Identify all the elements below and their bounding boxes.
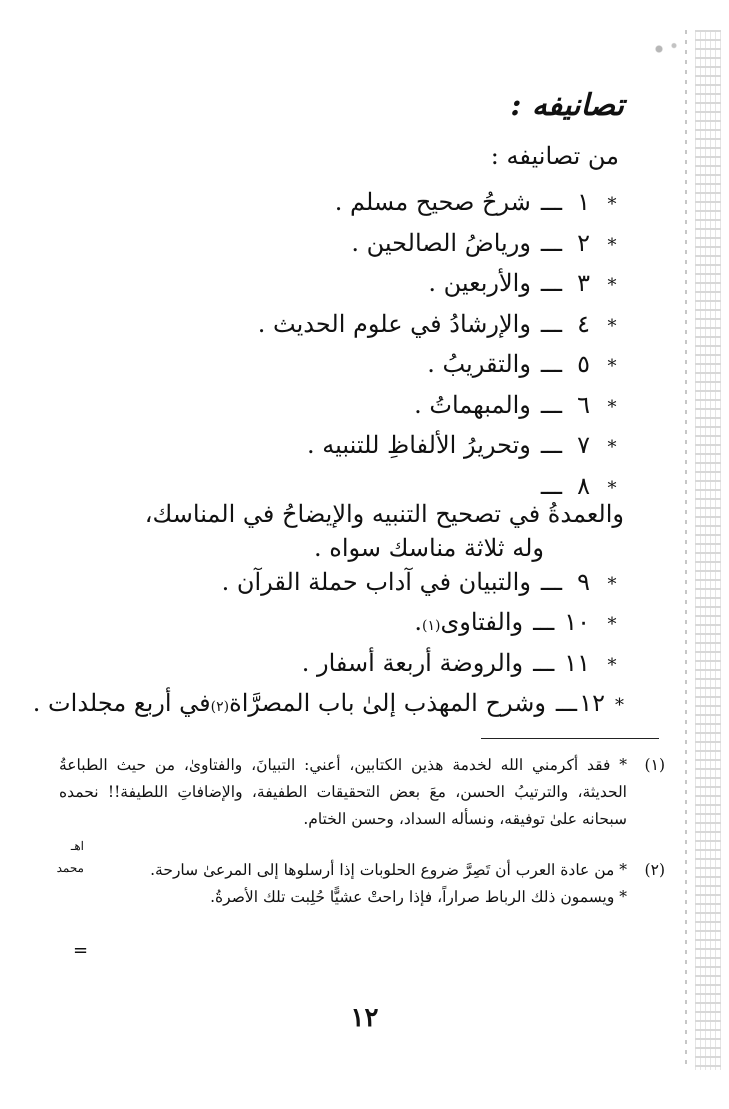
footnote-mark: (٢) [644, 861, 665, 879]
item-number: ٢ [577, 228, 590, 257]
corner-ornament-icon [639, 32, 689, 66]
item-tail: . [414, 608, 423, 636]
bullet-star: * [607, 315, 617, 337]
list-item: * ٣ ـــ والأربعين . [64, 269, 624, 310]
bullet-star: * [607, 437, 617, 458]
item-text: والمبهماتُ . [414, 390, 531, 419]
item-text: والفتاوى [440, 608, 524, 636]
footnote-ref[interactable]: (٢) [210, 699, 230, 715]
list-item: * ٢ ـــ ورياضُ الصالحين . [64, 229, 624, 270]
footnote [59, 884, 659, 911]
item-text: والروضة أربعة أسفار . [301, 648, 524, 677]
item-continuation: وله ثلاثة مناسك سواه . [314, 533, 544, 562]
footnote-signoff: اهـ محمد [56, 839, 84, 875]
item-text: شرحُ صحيح مسلم . [334, 188, 531, 216]
item-number: ٦ [577, 390, 590, 419]
footnotes [56, 752, 665, 911]
list-item: * ١٠ ـــ والفتاوى (١) . [64, 608, 624, 649]
bullet-star: * [607, 275, 617, 296]
page-number: ١٢ [350, 1003, 379, 1033]
item-number: ١٢ [579, 689, 605, 717]
footnote-text: * ويسمون ذلك الرباط صراراً، فإذا راحتْ عشيًّا حُلِبت تلك الأصرةُ. [210, 888, 627, 906]
footnote-ref[interactable]: (١) [422, 618, 441, 634]
item-number: ٤ [577, 309, 590, 338]
bullet-star: * [615, 695, 624, 716]
footnote-text: * من عادة العرب أن تَصِرَّ ضروع الحلوبات إذا أرسلوها إلى المرعىٰ سارحة. [150, 861, 627, 879]
item-number: ١٠ [564, 608, 590, 636]
bullet-star: * [607, 477, 617, 499]
item-text: والأربعين . [428, 269, 531, 297]
item-text: وشرح المهذب إلىٰ باب المصرَّاة [229, 689, 546, 717]
item-text: والإرشادُ في علوم الحديث . [257, 309, 531, 338]
item-tail: في أربع مجلدات . [32, 689, 211, 717]
list-item: * ١ ـــ شرحُ صحيح مسلم . [64, 188, 624, 229]
list-item: * ٤ ـــ والإرشادُ في علوم الحديث . [64, 310, 624, 351]
bullet-star: * [607, 396, 617, 418]
list-item: * ٥ ـــ والتقريبُ . [64, 350, 624, 391]
item-text: والعمدةُ في تصحيح التنبيه والإيضاحُ في المناسك، [144, 499, 624, 528]
section-heading: تصانيفه : [510, 88, 624, 123]
list-item: * ٦ ـــ والمبهماتُ . [64, 391, 624, 432]
decorative-border [695, 30, 721, 1070]
footnote [59, 857, 665, 884]
item-text: والتقريبُ . [427, 350, 531, 378]
item-number: ٣ [577, 269, 590, 297]
item-number: ١١ [564, 648, 590, 677]
bullet-star: * [607, 234, 617, 256]
list-item: * ٧ ـــ وتحريرُ الألفاظِ للتنبيه . [64, 431, 624, 472]
list-item: * ٩ ـــ والتبيان في آداب حملة القرآن . [64, 568, 624, 609]
bullet-star: * [607, 614, 617, 635]
item-text: وتحريرُ الألفاظِ للتنبيه . [307, 431, 531, 459]
list-item: * ٨ ـــ والعمدةُ في تصحيح التنبيه والإيضاحُ في المناسك، وله ثلاثة مناسك سواه . [64, 472, 624, 568]
item-number: ١ [577, 188, 590, 216]
item-number: ٧ [577, 431, 590, 459]
bullet-star: * [607, 654, 617, 676]
item-text: والتبيان في آداب حملة القرآن . [221, 567, 531, 596]
list-item: * ١١ ـــ والروضة أربعة أسفار . [64, 649, 624, 690]
footnote-divider [481, 738, 659, 739]
intro-line: من تصانيفه : [490, 142, 619, 170]
item-number: ٨ [577, 471, 590, 500]
bullet-star: * [607, 573, 617, 595]
item-number: ٩ [577, 567, 590, 596]
footnote-mark: (١) [644, 756, 665, 774]
item-number: ٥ [577, 350, 590, 378]
item-text: ورياضُ الصالحين . [351, 228, 531, 257]
works-list [32, 188, 624, 730]
bullet-star: * [607, 194, 617, 215]
list-item: * ١٢ ـــ وشرح المهذب إلىٰ باب المصرَّاة (٢) في أربع مجلدات . [32, 689, 624, 717]
bullet-star: * [607, 356, 617, 377]
footnote-text: * فقد أكرمني الله لخدمة هذين الكتابين، أعني: التبيانَ، والفتاوىٰ، من حيث الطباعةُ الحديثة، والترتيبُ الحسن، معَ بعض التحقيقات الطفيفة، والإضافاتِ اللطيفة!! نحمده سبحانه علىٰ توفيقه، ونسأله السداد، وحسن الختام. [59, 756, 627, 828]
continued-mark: = [73, 940, 89, 961]
